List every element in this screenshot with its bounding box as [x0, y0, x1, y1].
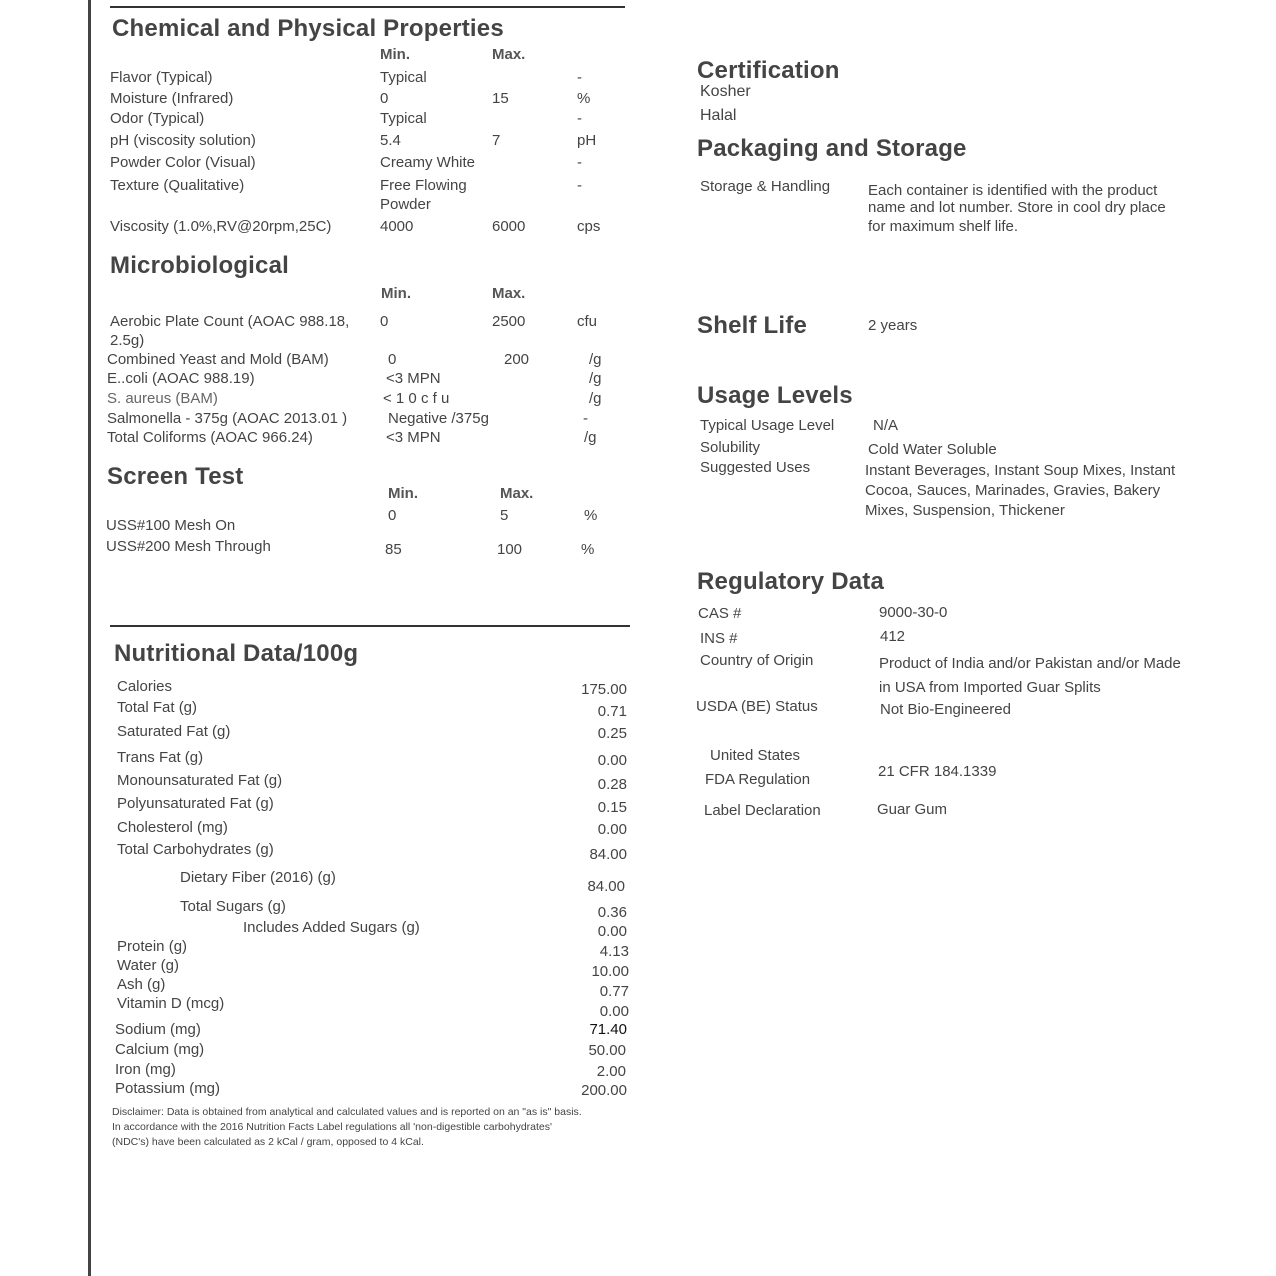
nutrition-row-value: 0.00	[599, 1003, 629, 1020]
cas-label: CAS #	[698, 605, 742, 622]
nutrition-row-name: Sodium (mg)	[115, 1021, 201, 1038]
chem-row-max: 6000	[492, 218, 526, 235]
micro-row-max: 200	[504, 351, 530, 368]
disclaimer-line: Disclaimer: Data is obtained from analytical and calculated values and is reported on an "as is" basis.	[112, 1106, 582, 1118]
nutrition-row-value: 2.00	[596, 1063, 626, 1080]
screen-row-name: USS#200 Mesh Through	[106, 538, 271, 555]
suggested-uses-line: Cocoa, Sauces, Marinades, Gravies, Bakery	[865, 482, 1161, 499]
nutrition-row-name: Calcium (mg)	[115, 1041, 205, 1058]
nutrition-row-value: 0.25	[597, 725, 627, 742]
label-declaration-label: Label Declaration	[704, 802, 821, 819]
storage-label: Storage & Handling	[700, 178, 831, 195]
micro-title: Microbiological	[110, 252, 290, 279]
nutrition-row-value: 175.00	[581, 681, 627, 698]
nutrition-row-value: 10.00	[591, 963, 629, 980]
fda-value: 21 CFR 184.1339	[878, 763, 997, 780]
micro-row-min: < 1 0 c f u	[383, 390, 450, 407]
nutrition-row-value: 50.00	[588, 1042, 626, 1059]
nutrition-row-name: Ash (g)	[117, 976, 166, 993]
micro-row-name: E..coli (AOAC 988.19)	[107, 370, 255, 387]
storage-line: Each container is identified with the product	[868, 182, 1158, 199]
nutrition-row-value: 0.15	[597, 799, 627, 816]
left-margin-line	[88, 0, 91, 1276]
chem-row-name: Flavor (Typical)	[110, 69, 213, 86]
suggested-uses-line: Mixes, Suspension, Thickener	[865, 502, 1065, 519]
chem-row-name: Odor (Typical)	[110, 110, 205, 127]
usage-label: Solubility	[700, 439, 761, 456]
micro-row-unit: -	[583, 410, 588, 427]
regulatory-title: Regulatory Data	[697, 568, 885, 595]
micro-row-min: Negative /375g	[388, 410, 489, 427]
shelf-life-title: Shelf Life	[697, 312, 808, 339]
chem-row-min: Typical	[380, 69, 427, 86]
screen-row-name: USS#100 Mesh On	[106, 517, 236, 534]
nutrition-row-name: Potassium (mg)	[115, 1080, 221, 1097]
certification-item: Kosher	[700, 83, 751, 100]
nutrition-row-name: Saturated Fat (g)	[117, 723, 231, 740]
storage-line: for maximum shelf life.	[868, 218, 1019, 235]
chem-max-header: Max.	[492, 46, 526, 63]
screen-row-max: 100	[497, 541, 523, 558]
chem-row-unit: pH	[577, 132, 597, 149]
nutrition-row-name: Monounsaturated Fat (g)	[117, 772, 283, 789]
usda-label: USDA (BE) Status	[696, 698, 818, 715]
disclaimer-line: In accordance with the 2016 Nutrition Facts Label regulations all 'non-digestible carbohydrates'	[112, 1121, 553, 1133]
chem-row-name: Viscosity (1.0%,RV@20rpm,25C)	[110, 218, 332, 235]
storage-text	[868, 182, 1166, 235]
micro-row-unit: /g	[589, 351, 602, 368]
usage-label: Suggested Uses	[700, 459, 811, 476]
nutrition-title: Nutritional Data/100g	[114, 640, 359, 667]
chem-title: Chemical and Physical Properties	[112, 15, 504, 42]
packaging-title: Packaging and Storage	[697, 135, 967, 162]
chem-row-min: Creamy White	[380, 154, 476, 171]
nutrition-row-value: 71.40	[589, 1021, 627, 1038]
section-divider	[110, 625, 630, 627]
micro-row-min: <3 MPN	[386, 429, 441, 446]
screen-min-header: Min.	[388, 485, 418, 502]
certification-title: Certification	[697, 57, 840, 84]
chem-row-min: 5.4	[380, 132, 401, 149]
chem-row-min: 0	[380, 90, 389, 107]
micro-row-name: Total Coliforms (AOAC 966.24)	[107, 429, 313, 446]
nutrition-row-value: 0.77	[599, 983, 629, 1000]
chem-row-unit: cps	[577, 218, 601, 235]
screen-row-min: 0	[388, 507, 397, 524]
micro-row-min: 0	[380, 313, 389, 330]
storage-line: name and lot number. Store in cool dry place	[868, 199, 1166, 216]
chem-row-max: 7	[492, 132, 501, 149]
micro-row-name: Aerobic Plate Count (AOAC 988.18,	[110, 313, 350, 330]
certification-item: Halal	[700, 107, 737, 124]
nutrition-row-value: 84.00	[589, 846, 627, 863]
nutrition-row-value: 0.28	[597, 776, 627, 793]
micro-row-name-cont: 2.5g)	[110, 332, 145, 349]
origin-line: in USA from Imported Guar Splits	[879, 679, 1101, 696]
nutrition-row-name: Water (g)	[117, 957, 179, 974]
usage-value: N/A	[873, 417, 899, 434]
chem-row-min: Typical	[380, 110, 427, 127]
chem-row-unit: -	[577, 69, 582, 86]
chem-row-unit: -	[577, 110, 582, 127]
screen-row-min: 85	[385, 541, 402, 558]
nutrition-row-value: 0.00	[597, 752, 627, 769]
nutrition-row-name: Trans Fat (g)	[117, 749, 204, 766]
ins-label: INS #	[700, 630, 738, 647]
nutrition-row-name: Dietary Fiber (2016) (g)	[180, 869, 336, 886]
chem-min-header: Min.	[380, 46, 410, 63]
label-declaration-value: Guar Gum	[877, 801, 948, 818]
nutrition-row-name: Total Carbohydrates (g)	[117, 841, 274, 858]
micro-row-max: 2500	[492, 313, 526, 330]
nutrition-row-name: Polyunsaturated Fat (g)	[117, 795, 274, 812]
micro-row-min: 0	[388, 351, 397, 368]
nutrition-row-value: 0.00	[597, 821, 627, 838]
nutrition-row-name: Protein (g)	[117, 938, 188, 955]
screen-row-unit: %	[581, 541, 595, 558]
screen-row-max: 5	[500, 507, 509, 524]
nutrition-row-name: Total Fat (g)	[117, 699, 198, 716]
chem-row-unit: %	[577, 90, 591, 107]
micro-row-unit: /g	[589, 370, 602, 387]
origin-line: Product of India and/or Pakistan and/or Made	[879, 655, 1181, 672]
chem-row-unit: -	[577, 154, 582, 171]
chem-row-min: 4000	[380, 218, 414, 235]
origin-label: Country of Origin	[700, 652, 814, 669]
micro-row-name: Salmonella - 375g (AOAC 2013.01 )	[107, 410, 348, 427]
nutrition-row-value: 4.13	[599, 943, 629, 960]
origin-value	[879, 652, 1181, 700]
usda-value: Not Bio-Engineered	[880, 701, 1011, 718]
chem-row-min: Free Flowing	[380, 177, 467, 194]
fda-label-line1: United States	[710, 747, 801, 764]
fda-label-line2: FDA Regulation	[705, 771, 811, 788]
chem-row-unit: -	[577, 177, 582, 194]
nutrition-row-name: Calories	[117, 678, 173, 695]
disclaimer-line: (NDC's) have been calculated as 2 kCal / gram, opposed to 4 kCal.	[112, 1136, 424, 1148]
micro-row-unit: cfu	[577, 313, 598, 330]
micro-row-unit: /g	[584, 429, 597, 446]
chem-row-name: Moisture (Infrared)	[110, 90, 234, 107]
micro-min-header: Min.	[381, 285, 411, 302]
chem-row-min-cont: Powder	[380, 196, 431, 213]
shelf-life-value: 2 years	[868, 317, 918, 334]
nutrition-row-value: 0.00	[597, 923, 627, 940]
usage-title: Usage Levels	[697, 382, 853, 409]
micro-row-min: <3 MPN	[386, 370, 441, 387]
chem-row-max: 15	[492, 90, 509, 107]
screen-row-unit: %	[584, 507, 598, 524]
micro-row-unit: /g	[589, 390, 602, 407]
nutrition-row-name: Iron (mg)	[115, 1061, 176, 1078]
nutrition-disclaimer	[112, 1105, 632, 1150]
micro-max-header: Max.	[492, 285, 526, 302]
nutrition-row-name: Vitamin D (mcg)	[117, 995, 225, 1012]
chem-row-name: pH (viscosity solution)	[110, 132, 256, 149]
chem-row-name: Texture (Qualitative)	[110, 177, 245, 194]
nutrition-row-value: 200.00	[581, 1082, 627, 1099]
nutrition-row-value: 84.00	[587, 878, 625, 895]
nutrition-row-name: Cholesterol (mg)	[117, 819, 228, 836]
nutrition-row-value: 0.36	[597, 904, 627, 921]
nutrition-row-value: 0.71	[597, 703, 627, 720]
usage-value: Cold Water Soluble	[868, 441, 997, 458]
micro-row-name: S. aureus (BAM)	[107, 390, 218, 407]
micro-row-name: Combined Yeast and Mold (BAM)	[107, 351, 329, 368]
nutrition-row-name: Total Sugars (g)	[180, 898, 286, 915]
usage-label: Typical Usage Level	[700, 417, 835, 434]
chem-row-name: Powder Color (Visual)	[110, 154, 256, 171]
nutrition-row-name: Includes Added Sugars (g)	[243, 919, 420, 936]
suggested-uses	[865, 461, 1175, 521]
top-divider	[110, 6, 625, 8]
screen-title: Screen Test	[107, 463, 244, 490]
suggested-uses-line: Instant Beverages, Instant Soup Mixes, Instant	[865, 462, 1176, 479]
cas-value: 9000-30-0	[879, 604, 948, 621]
screen-max-header: Max.	[500, 485, 534, 502]
ins-value: 412	[880, 628, 906, 645]
